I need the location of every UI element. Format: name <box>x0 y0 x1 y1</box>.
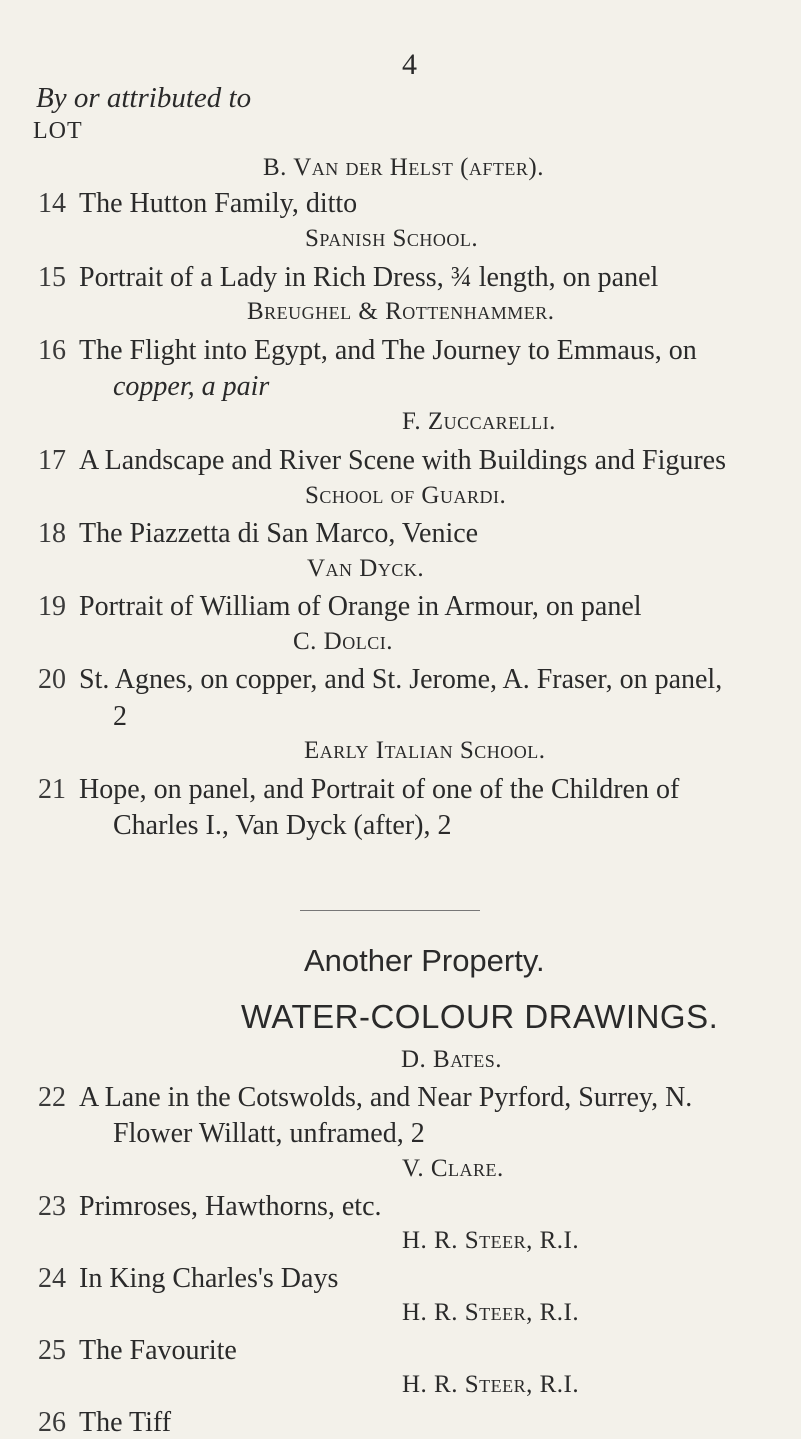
artist-line: Van Dyck. <box>307 555 425 582</box>
lot-number: 19 <box>38 591 66 622</box>
lot-number: 14 <box>38 188 66 219</box>
lot-description: St. Agnes, on copper, and St. Jerome, A. Fraser, on panel, <box>79 664 723 695</box>
lot-number: 17 <box>38 445 66 476</box>
artist-line: Early Italian School. <box>304 737 546 764</box>
lot-column-label: LOT <box>33 118 83 144</box>
lot-number: 21 <box>38 774 66 805</box>
lot-description: The Tiff <box>79 1407 172 1438</box>
lot-description: A Landscape and River Scene with Buildings and Figures <box>79 445 726 476</box>
section-title: Another Property. <box>304 943 545 978</box>
artist-line: D. Bates. <box>401 1046 502 1073</box>
artist-line: H. R. Steer, R.I. <box>402 1371 580 1398</box>
lot-number: 20 <box>38 664 66 695</box>
lot-description: A Lane in the Cotswolds, and Near Pyrford, Surrey, N. <box>79 1082 693 1113</box>
lot-number: 15 <box>38 262 66 293</box>
lot-number: 26 <box>38 1407 66 1438</box>
lot-description-cont: Charles I., Van Dyck (after), 2 <box>113 810 452 841</box>
lot-description: Hope, on panel, and Portrait of one of the Children of <box>79 774 680 805</box>
lot-description: Portrait of a Lady in Rich Dress, ¾ length, on panel <box>79 262 659 293</box>
artist-line: H. R. Steer, R.I. <box>402 1227 580 1254</box>
lot-description: Portrait of William of Orange in Armour, on panel <box>79 591 642 622</box>
lot-description-cont: Flower Willatt, unframed, 2 <box>113 1118 425 1149</box>
lot-description-cont: copper, a pair <box>113 371 270 402</box>
lot-number: 25 <box>38 1335 66 1366</box>
artist-line: School of Guardi. <box>305 482 507 509</box>
lot-description: The Hutton Family, ditto <box>79 188 358 219</box>
lot-number: 22 <box>38 1082 66 1113</box>
page-number: 4 <box>402 48 417 81</box>
artist-line: C. Dolci. <box>293 628 393 655</box>
lot-number: 24 <box>38 1263 66 1294</box>
lot-number: 18 <box>38 518 66 549</box>
lot-number: 16 <box>38 335 66 366</box>
lot-description: In King Charles's Days <box>79 1263 339 1294</box>
artist-line: Spanish School. <box>305 225 479 252</box>
page-header: By or attributed to <box>36 82 252 114</box>
artist-line: F. Zuccarelli. <box>402 408 556 435</box>
artist-line: H. R. Steer, R.I. <box>402 1299 580 1326</box>
lot-description-cont: 2 <box>113 701 127 732</box>
artist-line: V. Clare. <box>402 1155 504 1182</box>
artist-line: Breughel & Rottenhammer. <box>247 298 555 325</box>
lot-description: The Flight into Egypt, and The Journey to Emmaus, on <box>79 335 697 366</box>
artist-line: B. Van der Helst (after). <box>263 154 544 181</box>
lot-description: Primroses, Hawthorns, etc. <box>79 1191 382 1222</box>
lot-number: 23 <box>38 1191 66 1222</box>
lot-description: The Piazzetta di San Marco, Venice <box>79 518 479 549</box>
section-divider <box>300 910 480 911</box>
section-subtitle: WATER-COLOUR DRAWINGS. <box>241 998 719 1035</box>
lot-description: The Favourite <box>79 1335 237 1366</box>
